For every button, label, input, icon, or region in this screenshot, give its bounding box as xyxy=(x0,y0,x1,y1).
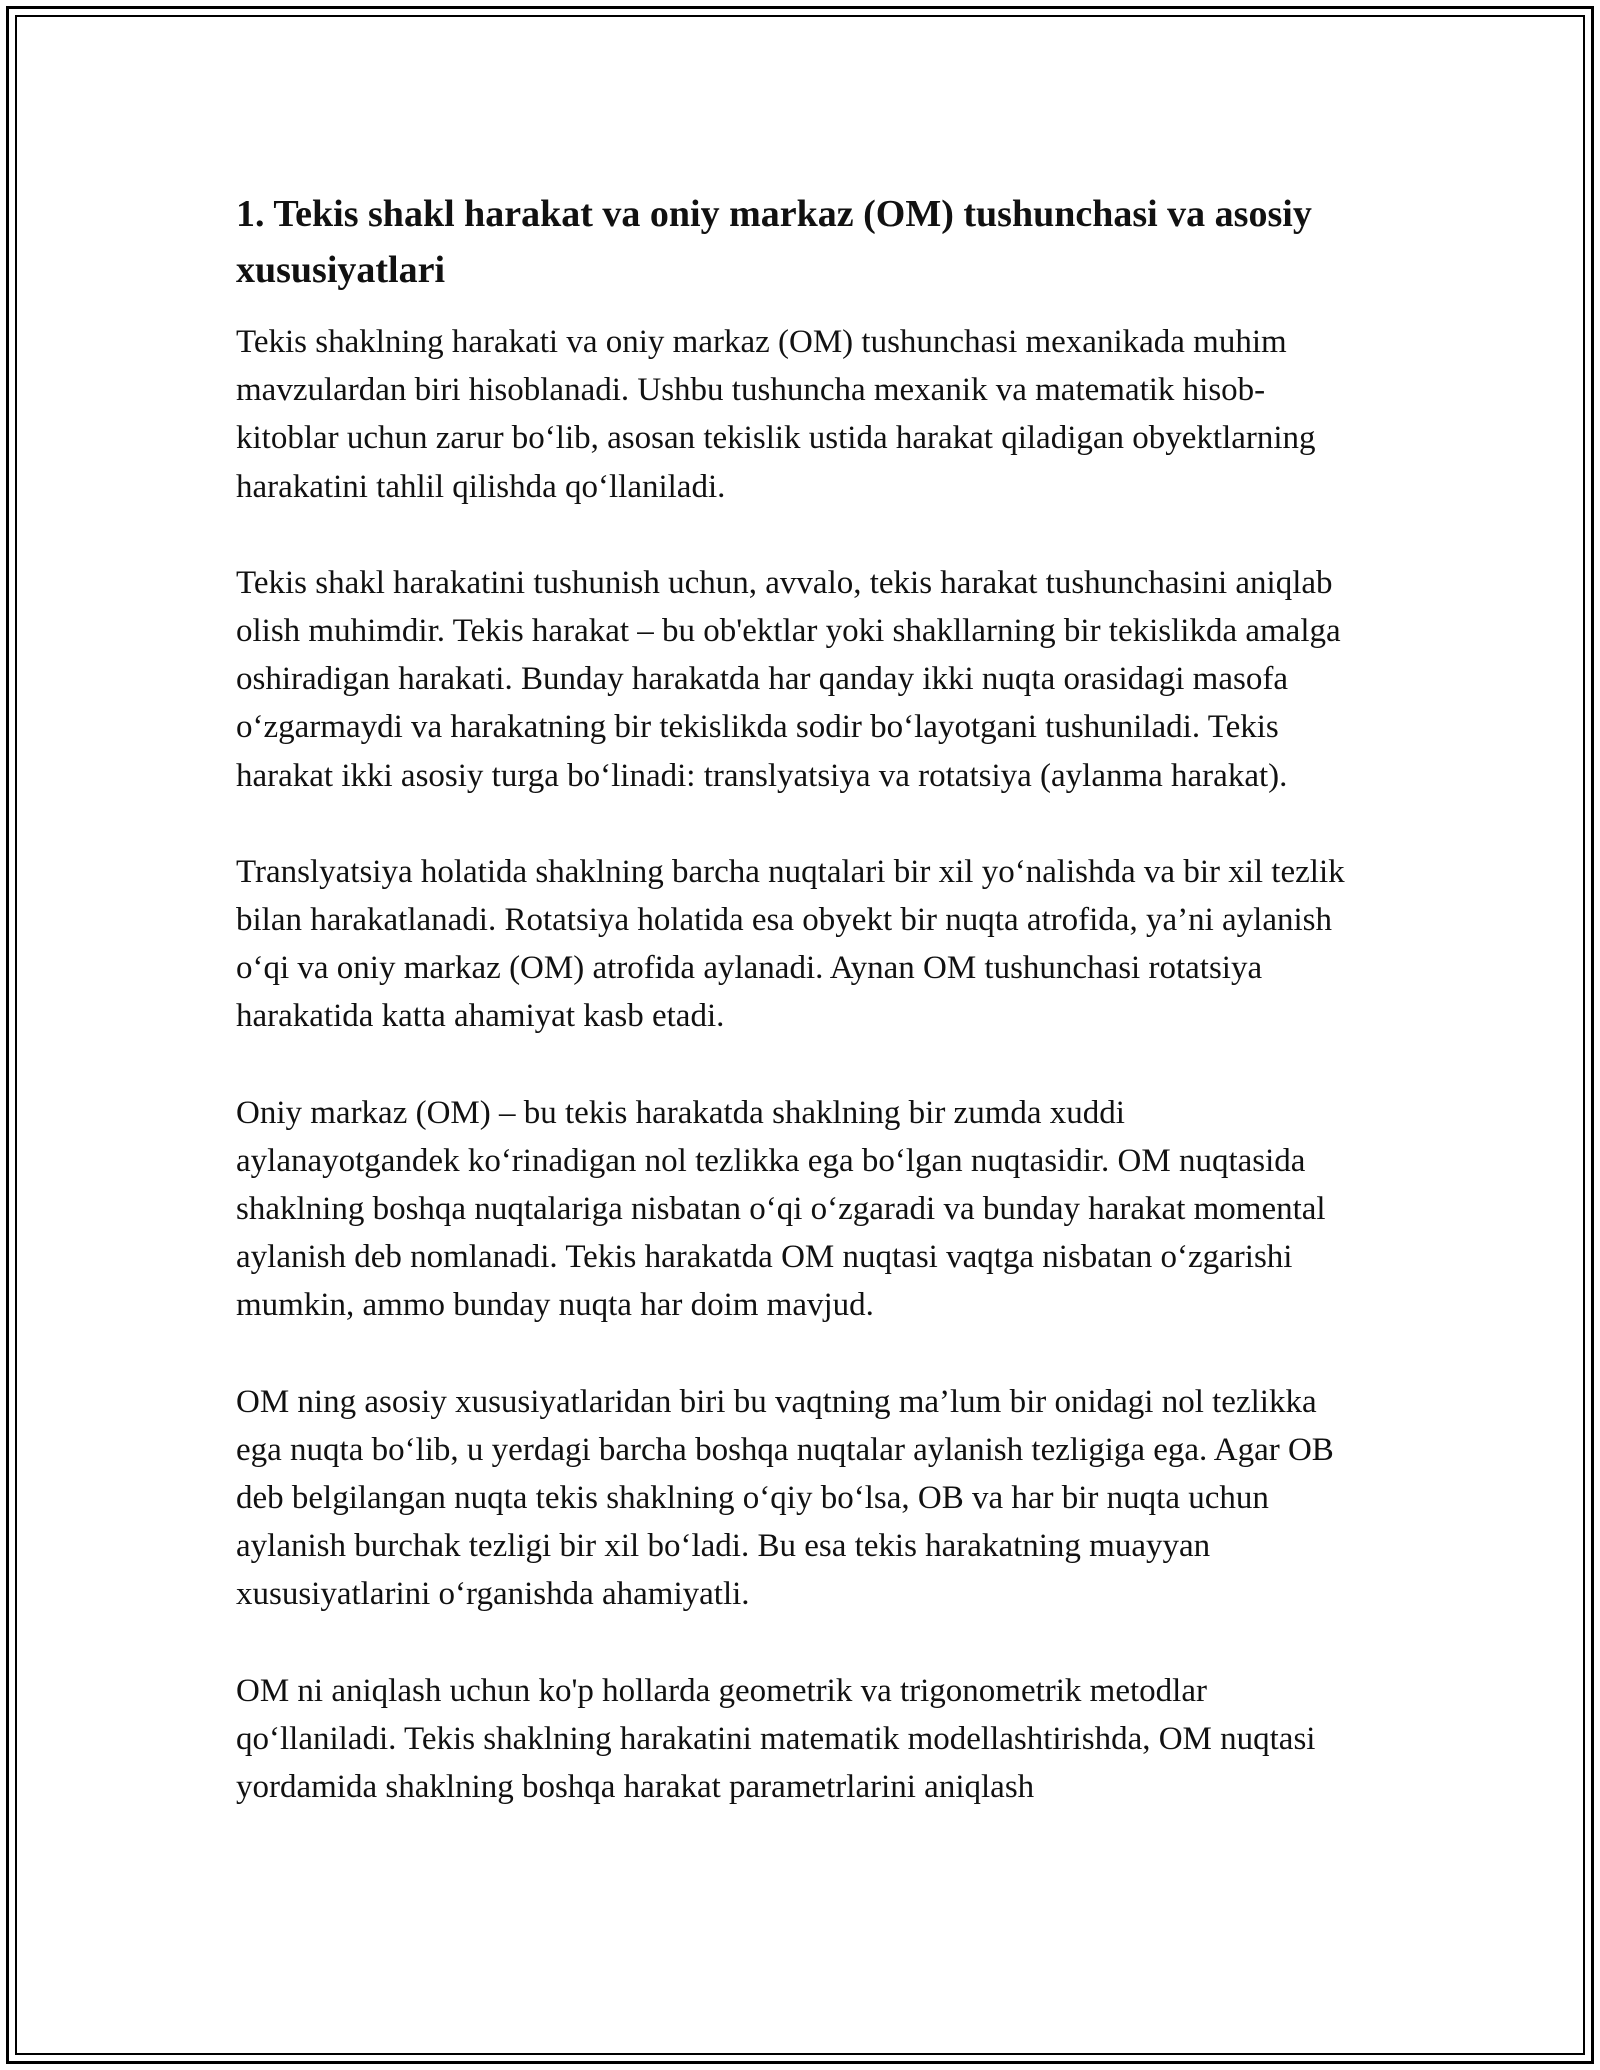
paragraph-5: OM ning asosiy xususiyatlaridan biri bu vaqtning ma’lum bir onidagi nol tezlikka ega nuqta bo‘lib, u yerdagi barcha boshqa nuqtalar aylanish tezligiga ega. Agar OB deb belgilangan nuqta tekis shaklning o‘qiy bo‘lsa, OB va har bir nuqta uchun aylanish burchak tezligi bir xil bo‘ladi. Bu esa tekis harakatning muayyan xususiyatlarini o‘rganishda ahamiyatli. xyxy=(236,1383,1334,1613)
section-heading: 1. Tekis shakl harakat va oniy markaz (OM) tushunchasi va asosiy xususiyatlari xyxy=(236,193,1312,291)
document-body xyxy=(236,186,1356,1859)
paragraph-6: OM ni aniqlash uchun ko'p hollarda geometrik va trigonometrik metodlar qo‘llaniladi. Tekis shaklning harakatini matematik modellashtirishda, OM nuqtasi yordamida shaklning boshqa harakat parametrlarini aniqlash xyxy=(236,1672,1316,1806)
paragraph-4: Oniy markaz (OM) – bu tekis harakatda shaklning bir zumda xuddi aylanayotgandek ko‘rinadigan nol tezlikka ega bo‘lgan nuqtasidir. OM nuqtasida shaklning boshqa nuqtalariga nisbatan o‘qi o‘zgaradi va bunday harakat momental aylanish deb nomlanadi. Tekis harakatda OM nuqtasi vaqtga nisbatan o‘zgarishi mumkin, ammo bunday nuqta har doim mavjud. xyxy=(236,1094,1326,1324)
paragraph-2: Tekis shakl harakatini tushunish uchun, avvalo, tekis harakat tushunchasini aniqlab olish muhimdir. Tekis harakat – bu ob'ektlar yoki shakllarning bir tekislikda amalga oshiradigan harakati. Bunday harakatda har qanday ikki nuqta orasidagi masofa o‘zgarmaydi va harakatning bir tekislikda sodir bo‘layotgani tushuniladi. Tekis harakat ikki asosiy turga bo‘linadi: translyatsiya va rotatsiya (aylanma harakat). xyxy=(236,564,1341,794)
paragraph-1: Tekis shaklning harakati va oniy markaz (OM) tushunchasi mexanikada muhim mavzulardan biri hisoblanadi. Ushbu tushuncha mexanik va matematik hisob-kitoblar uchun zarur bo‘lib, asosan tekislik ustida harakat qiladigan obyektlarning harakatini tahlil qilishda qo‘llaniladi. xyxy=(236,324,1316,505)
paragraph-3: Translyatsiya holatida shaklning barcha nuqtalari bir xil yo‘nalishda va bir xil tezlik bilan harakatlanadi. Rotatsiya holatida esa obyekt bir nuqta atrofida, ya’ni aylanish o‘qi va oniy markaz (OM) atrofida aylanadi. Aynan OM tushunchasi rotatsiya harakatida katta ahamiyat kasb etadi. xyxy=(236,853,1345,1035)
